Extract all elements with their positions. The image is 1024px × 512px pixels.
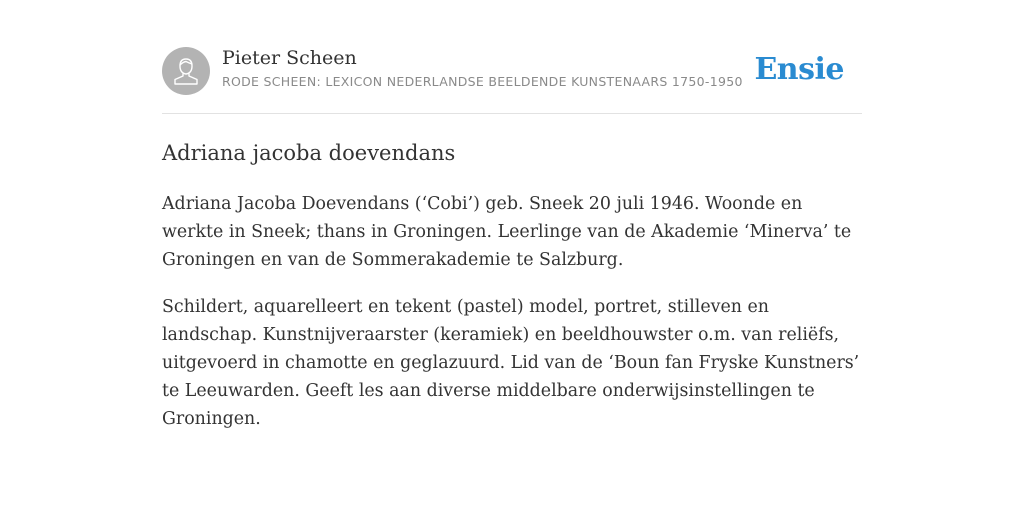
author-name[interactable]: Pieter Scheen	[222, 47, 357, 69]
source-title[interactable]: RODE SCHEEN: LEXICON NEDERLANDSE BEELDENDE KUNSTENAARS 1750-1950	[222, 74, 743, 89]
article-paragraph: Adriana Jacoba Doevendans (‘Cobi’) geb. Sneek 20 juli 1946. Woonde en werkte in Sneek; thans in Groningen. Leerlinge van de Akademie ‘Minerva’ te Groningen en van de Sommerakademie te Salzburg.	[162, 194, 852, 270]
article-header	[162, 46, 862, 96]
user-avatar-icon[interactable]	[162, 47, 210, 95]
article-paragraph: Schildert, aquarelleert en tekent (pastel) model, portret, stilleven en landschap. Kunstnijveraarster (keramiek) en beeldhouwster o.m. van reliëfs, uitgevoerd in chamotte en geglazuurd. Lid van de ‘Boun fan Fryske Kunstners’ te Leeuwarden. Geeft les aan diverse middelbare onderwijsinstellingen te Groningen.	[162, 297, 860, 429]
ensie-logo[interactable]: Ensie	[754, 52, 844, 87]
article-body	[162, 190, 862, 452]
article-title: Adriana jacoba doevendans	[162, 141, 456, 165]
header-divider	[162, 113, 862, 114]
